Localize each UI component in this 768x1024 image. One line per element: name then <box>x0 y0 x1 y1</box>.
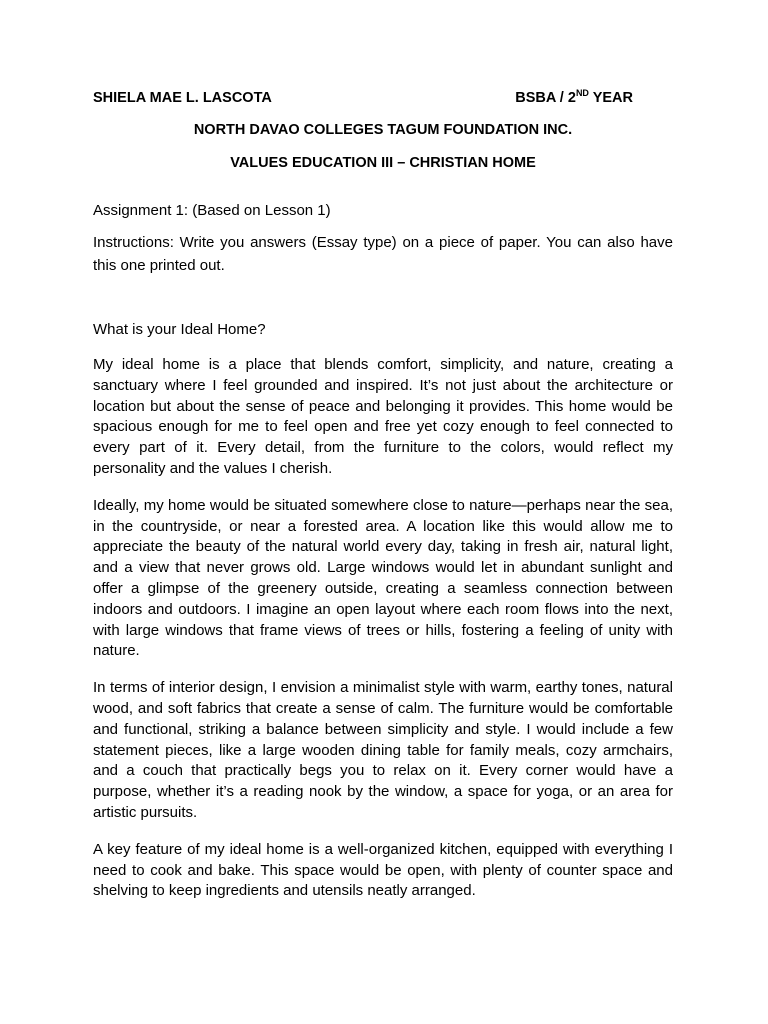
course-superscript: ND <box>575 88 589 98</box>
course-prefix: BSBA / 2 <box>515 90 576 106</box>
student-name: SHIELA MAE L. LASCOTA <box>93 90 272 106</box>
instructions-text: Instructions: Write you answers (Essay type) on a piece of paper. You can also have this one printed out. <box>93 234 673 274</box>
essay-question: What is your Ideal Home? <box>93 321 266 338</box>
essay-paragraph-2: Ideally, my home would be situated somewhere close to nature—perhaps near the sea, in the countryside, or near a forested area. A location like this would allow me to appreciate the beauty of the natural world every day, taking in fresh air, natural light, and a view that never grows old. Large windows would let in abundant sunlight and offer a glimpse of the greenery outside, creating a seamless connection between indoors and outdoors. I imagine an open layout where each room flows into the next, with large windows that frame views of trees or hills, fostering a feeling of unity with nature. <box>93 496 673 660</box>
essay-paragraph-3: In terms of interior design, I envision a minimalist style with warm, earthy tones, natural wood, and soft fabrics that create a sense of calm. The furniture would be comfortable and functional, striking a balance between simplicity and style. I would include a few statement pieces, like a large wooden dining table for family meals, cozy armchairs, and a couch that practically begs you to relax on it. Every corner would have a purpose, whether it’s a reading nook by the window, a space for yoga, or an area for artistic pursuits. <box>93 679 673 821</box>
document-body <box>93 89 673 902</box>
header-row <box>93 89 673 107</box>
school-name: NORTH DAVAO COLLEGES TAGUM FOUNDATION INC. <box>193 122 573 138</box>
essay-paragraph-1: My ideal home is a place that blends comfort, simplicity, and nature, creating a sanctuary where I feel grounded and inspired. It’s not just about the architecture or location but about the sense of peace and belonging it provides. This home would be spacious enough for me to feel open and free yet cozy enough to feel connected to every part of it. Every detail, from the furniture to the colors, would reflect my personality and the values I cherish. <box>93 356 673 477</box>
subject-title: VALUES EDUCATION III – CHRISTIAN HOME <box>230 155 536 171</box>
course-year <box>515 89 633 107</box>
essay-paragraph-4: A key feature of my ideal home is a well-organized kitchen, equipped with everything I need to cook and bake. This space would be open, with plenty of counter space and shelving to keep ingredients and utensils neatly arranged. <box>93 840 673 900</box>
course-suffix: YEAR <box>588 90 633 106</box>
assignment-title: Assignment 1: (Based on Lesson 1) <box>93 202 331 219</box>
